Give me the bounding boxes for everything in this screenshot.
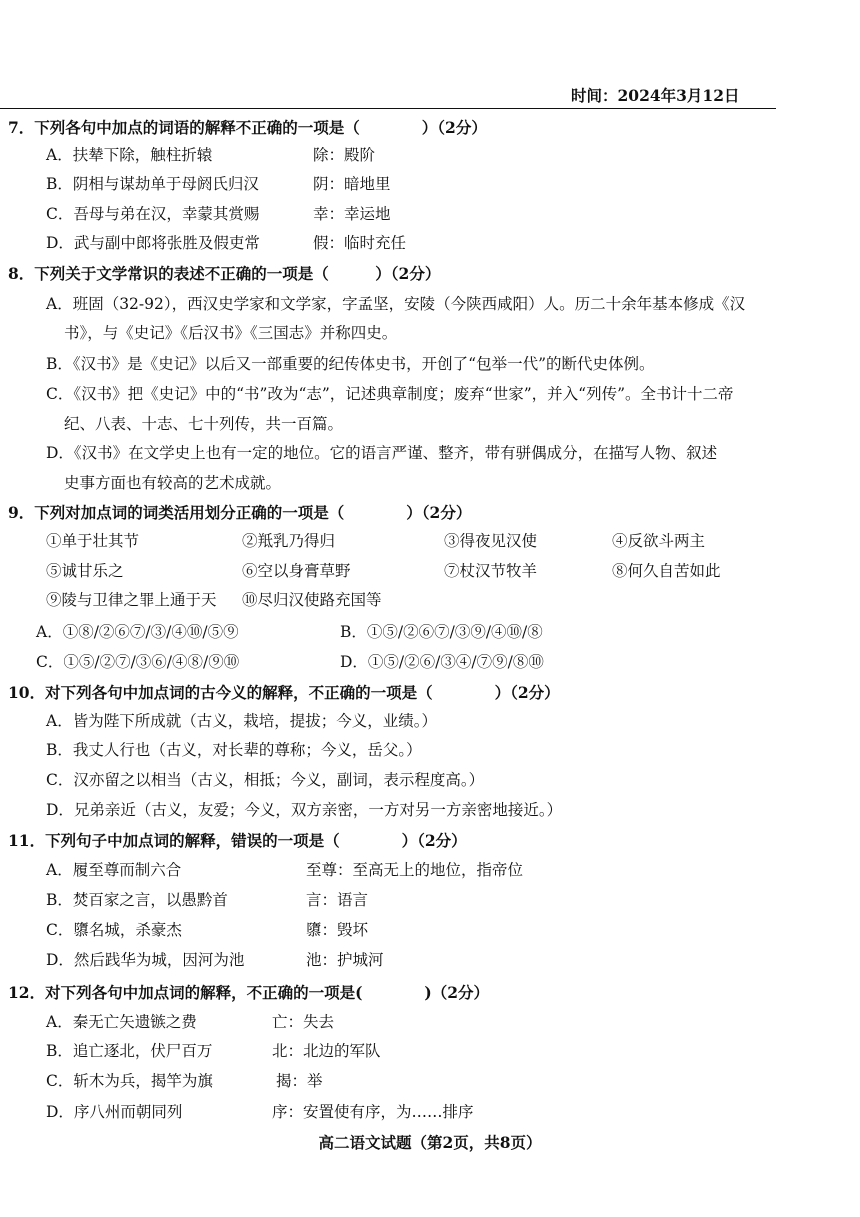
question-12-option-d: D．序八州而朝同列 [46,1103,183,1121]
question-8-stem: 8．下列关于文学常识的表述不正确的一项是（ ）（2分） [8,264,441,283]
question-8-option-b: B．《汉书》是《史记》以后又一部重要的纪传体史书，开创了“包举一代”的断代史体例。 [46,355,655,373]
question-8-option-a: A．班固（32-92），西汉史学家和文学家，字孟坚，安陵（今陕西咸阳）人。历二十余年基本修成《汉 [46,295,746,313]
question-8-option-d: D．《汉书》在文学史上也有一定的地位。它的语言严谨、整齐，带有骈偶成分，在描写人物、叙述 [46,444,718,462]
question-9-stem: 9．下列对加点词的词类活用划分正确的一项是（ ）（2分） [8,503,472,522]
question-12-note-d: 序：安置使有序，为……排序 [272,1103,474,1121]
question-10-option-d: D．兄弟亲近（古义，友爱；今义，双方亲密，一方对另一方亲密地接近。） [46,801,563,819]
question-8-option-c-cont: 纪、八表、十志、七十列传，共一百篇。 [64,415,344,433]
question-9-choice-d: D．①⑤/②⑥/③④/⑦⑨/⑧⑩ [340,653,544,671]
question-8-option-d-cont: 史事方面也有较高的艺术成就。 [64,474,282,492]
question-9-item: ③得夜见汉使 [444,532,538,550]
question-9-choices-row-2 [36,652,796,674]
question-7-option-a: A．扶辇下除，触柱折辕 [46,146,213,164]
question-12-note-c: 揭：举 [276,1072,323,1090]
question-12-stem: 12．对下列各句中加点词的解释，不正确的一项是( )（2分） [8,983,490,1002]
question-11-option-b: B．焚百家之言，以愚黔首 [46,891,228,909]
question-10-stem: 10．对下列各句中加点词的古今义的解释，不正确的一项是（ ）（2分） [8,683,560,702]
question-9-item: ⑨陵与卫律之罪上通于天 [46,591,217,609]
question-10-option-c: C．汉亦留之以相当（古义，相抵；今义，副词，表示程度高。） [46,771,485,789]
question-7-note-c: 幸：幸运地 [313,205,391,223]
question-10-option-a: A．皆为陛下所成就（古义，栽培，提拔；今义，业绩。） [46,712,437,730]
question-9-choice-c: C．①⑤/②⑦/③⑥/④⑧/⑨⑩ [36,653,240,671]
question-11-note-a: 至尊：至高无上的地位，指帝位 [306,861,524,879]
question-9-item: ⑤诚甘乐之 [46,562,124,580]
question-12-note-b: 北：北边的军队 [272,1042,381,1060]
question-7-note-b: 阴：暗地里 [313,175,391,193]
page-footer: 高二语文试题（第2页，共8页） [318,1133,542,1152]
question-8-option-a-cont: 书》，与《史记》《后汉书》《三国志》并称四史。 [64,324,398,342]
question-9-item: ⑩尽归汉使路充国等 [242,591,382,609]
header-divider [0,108,776,109]
question-9-items-row-1 [46,531,806,553]
question-12-option-a: A．秦无亡矢遗镞之费 [46,1013,197,1031]
question-12-note-a: 亡：失去 [272,1013,335,1031]
question-11-note-b: 言：语言 [306,891,369,909]
question-9-item: ⑧何久自苦如此 [612,562,721,580]
question-11-stem: 11．下列句子中加点词的解释，错误的一项是（ ）（2分） [8,831,467,850]
question-7-option-d: D．武与副中郎将张胜及假吏常 [46,234,260,252]
question-9-item: ⑥空以身膏草野 [242,562,351,580]
question-9-item: ①单于壮其节 [46,532,140,550]
question-7-note-a: 除：殿阶 [313,146,376,164]
question-8-option-c: C．《汉书》把《史记》中的“书”改为“志”，记述典章制度；废弃“世家”，并入“列传”。全书计十二帝 [46,385,734,403]
question-9-choice-a: A．①⑧/②⑥⑦/③/④⑩/⑤⑨ [36,623,239,641]
question-7-stem: 7．下列各句中加点的词语的解释不正确的一项是（ ）（2分） [8,118,487,137]
question-7-option-c: C．吾母与弟在汉，幸蒙其赏赐 [46,205,260,223]
question-9-items-row-3 [46,590,806,612]
question-11-option-c: C．隳名城，杀豪杰 [46,921,182,939]
question-10-option-b: B．我丈人行也（古义，对长辈的尊称；今义，岳父。） [46,741,422,759]
question-9-item: ⑦杖汉节牧羊 [444,562,538,580]
question-9-choice-b: B．①⑤/②⑥⑦/③⑨/④⑩/⑧ [340,623,543,641]
question-11-option-d: D．然后践华为城，因河为池 [46,951,245,969]
question-9-item: ④反欲斗两主 [612,532,706,550]
question-12-option-c: C．斩木为兵，揭竿为旗 [46,1072,213,1090]
question-11-note-c: 隳：毁坏 [306,921,369,939]
question-7-option-b: B．阴相与谋劫单于母阏氏归汉 [46,175,259,193]
exam-time: 时间：2024年3月12日 [571,86,740,105]
question-12-option-b: B．追亡逐北，伏尸百万 [46,1042,213,1060]
question-7-note-d: 假：临时充任 [313,234,407,252]
question-9-choices-row-1 [36,622,796,644]
question-11-note-d: 池：护城河 [306,951,384,969]
question-9-item: ②羝乳乃得归 [242,532,336,550]
question-11-option-a: A．履至尊而制六合 [46,861,182,879]
question-9-items-row-2 [46,561,806,583]
